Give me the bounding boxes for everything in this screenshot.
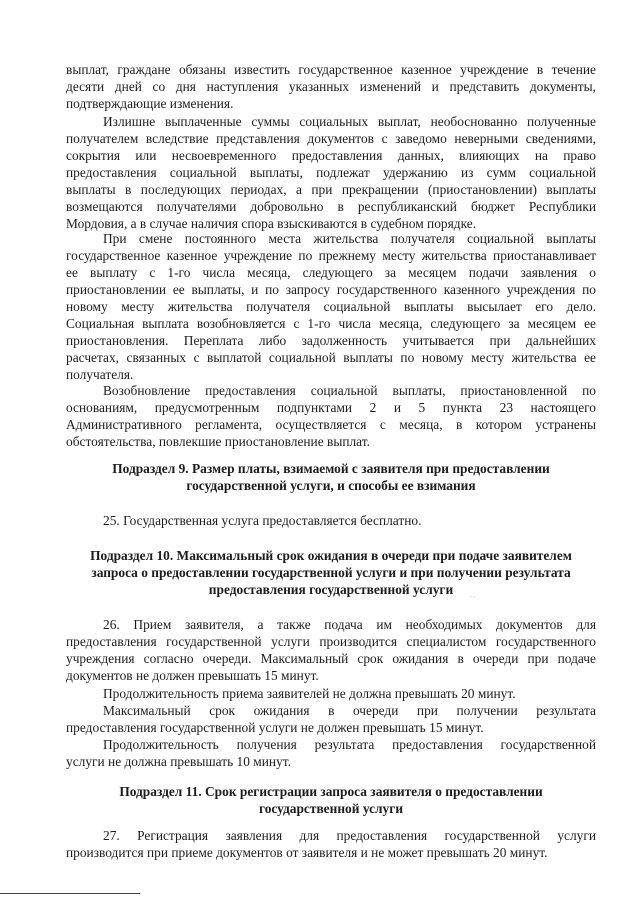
section-heading: Подраздел 11. Срок регистрации запроса заявителя о предоставлении: [119, 784, 543, 799]
text-line: новому месту жительства получателя социальной выплаты высылает его дело.: [66, 299, 596, 314]
text-line: услуги не должна превышать 10 минут.: [66, 754, 291, 769]
text-line: предоставления государственной услуги не должен превышать 15 минут.: [66, 720, 484, 735]
text-line: приостановлении ее выплаты, и по запросу государственного казенного учреждения по: [66, 282, 596, 297]
text-line: Продолжительность приема заявителей не должна превышать 20 минут.: [103, 686, 516, 701]
text-line: получателя.: [66, 367, 134, 382]
text-line: предоставления государственной услуги производится специалистом государственного: [66, 634, 596, 649]
text-line: Максимальный срок ожидания в очереди при получении результата: [103, 703, 596, 718]
text-line: 27. Регистрация заявления для предоставления государственной услуги: [103, 828, 596, 843]
text-line: приостановления. Переплата либо задолженность учитывается при дальнейших: [66, 333, 596, 348]
scan-speck: · ·: [470, 594, 476, 601]
text-line: Административного регламента, осуществляется с месяца, в котором устранены: [66, 417, 596, 432]
section-heading: Подраздел 10. Максимальный срок ожидания в очереди при подаче заявителем: [90, 548, 572, 563]
text-line: документов не должен превышать 15 минут.: [66, 668, 319, 683]
text-line: производится при приеме документов от заявителя и не может превышать 20 минут.: [66, 845, 548, 860]
text-line: государственное казенное учреждение по прежнему месту жительства приостанавливает: [66, 248, 596, 263]
text-line: предоставления социальной выплаты, подлежат удержанию из сумм социальной: [66, 165, 596, 180]
footnote-divider: [0, 893, 140, 894]
text-line: десяти дней со дня наступления указанных изменений и представить документы,: [66, 79, 596, 94]
text-line: подтверждающие изменения.: [66, 96, 234, 111]
section-heading: Подраздел 9. Размер платы, взимаемой с заявителя при предоставлении: [112, 461, 550, 476]
text-line: 25. Государственная услуга предоставляется бесплатно.: [103, 513, 422, 528]
text-line: сокрытия или несвоевременного предоставления данных, влияющих на право: [66, 148, 596, 163]
text-line: Продолжительность получения результата предоставления государственной: [103, 737, 596, 752]
text-line: При смене постоянного места жительства получателя социальной выплаты: [103, 231, 596, 246]
text-line: основаниям, предусмотренным подпунктами 2 и 5 пункта 23 настоящего: [66, 400, 596, 415]
text-line: обстоятельства, повлекшие приостановление выплат.: [66, 434, 370, 449]
section-heading: государственной услуги: [258, 801, 404, 816]
text-line: выплат, граждане обязаны известить государственное казенное учреждение в течение: [66, 62, 596, 77]
text-line: расчетах, связанных с выплатой социальной выплаты по новому месту жительства ее: [66, 350, 596, 365]
section-heading: государственной услуги, и способы ее взимания: [186, 478, 476, 493]
text-line: Излишне выплаченные суммы социальных выплат, необоснованно полученные: [103, 114, 596, 129]
text-line: выплаты в последующих периодах, а при прекращении (приостановлении) выплаты: [66, 182, 596, 197]
text-line: Мордовия, а в случае наличия спора взыскиваются в судебном порядке.: [66, 216, 477, 231]
text-line: Социальная выплата возобновляется с 1-го числа месяца, следующего за месяцем ее: [66, 316, 596, 331]
text-line: Возобновление предоставления социальной выплаты, приостановленной по: [103, 383, 596, 398]
section-heading: запроса о предоставлении государственной услуги и при получении результата: [91, 565, 571, 580]
text-line: 26. Прием заявителя, а также подача им необходимых документов для: [103, 617, 596, 632]
text-line: учреждения согласно очереди. Максимальный срок ожидания в очереди при подаче: [66, 651, 596, 666]
text-line: возмещаются получателями добровольно в республиканский бюджет Республики: [66, 199, 596, 214]
text-line: ее выплату с 1-го числа месяца, следующего за месяцем подачи заявления о: [66, 265, 596, 280]
section-heading: предоставления государственной услуги: [208, 582, 454, 597]
text-line: получателем вследствие представления документов с заведомо неверными сведениями,: [66, 131, 596, 146]
